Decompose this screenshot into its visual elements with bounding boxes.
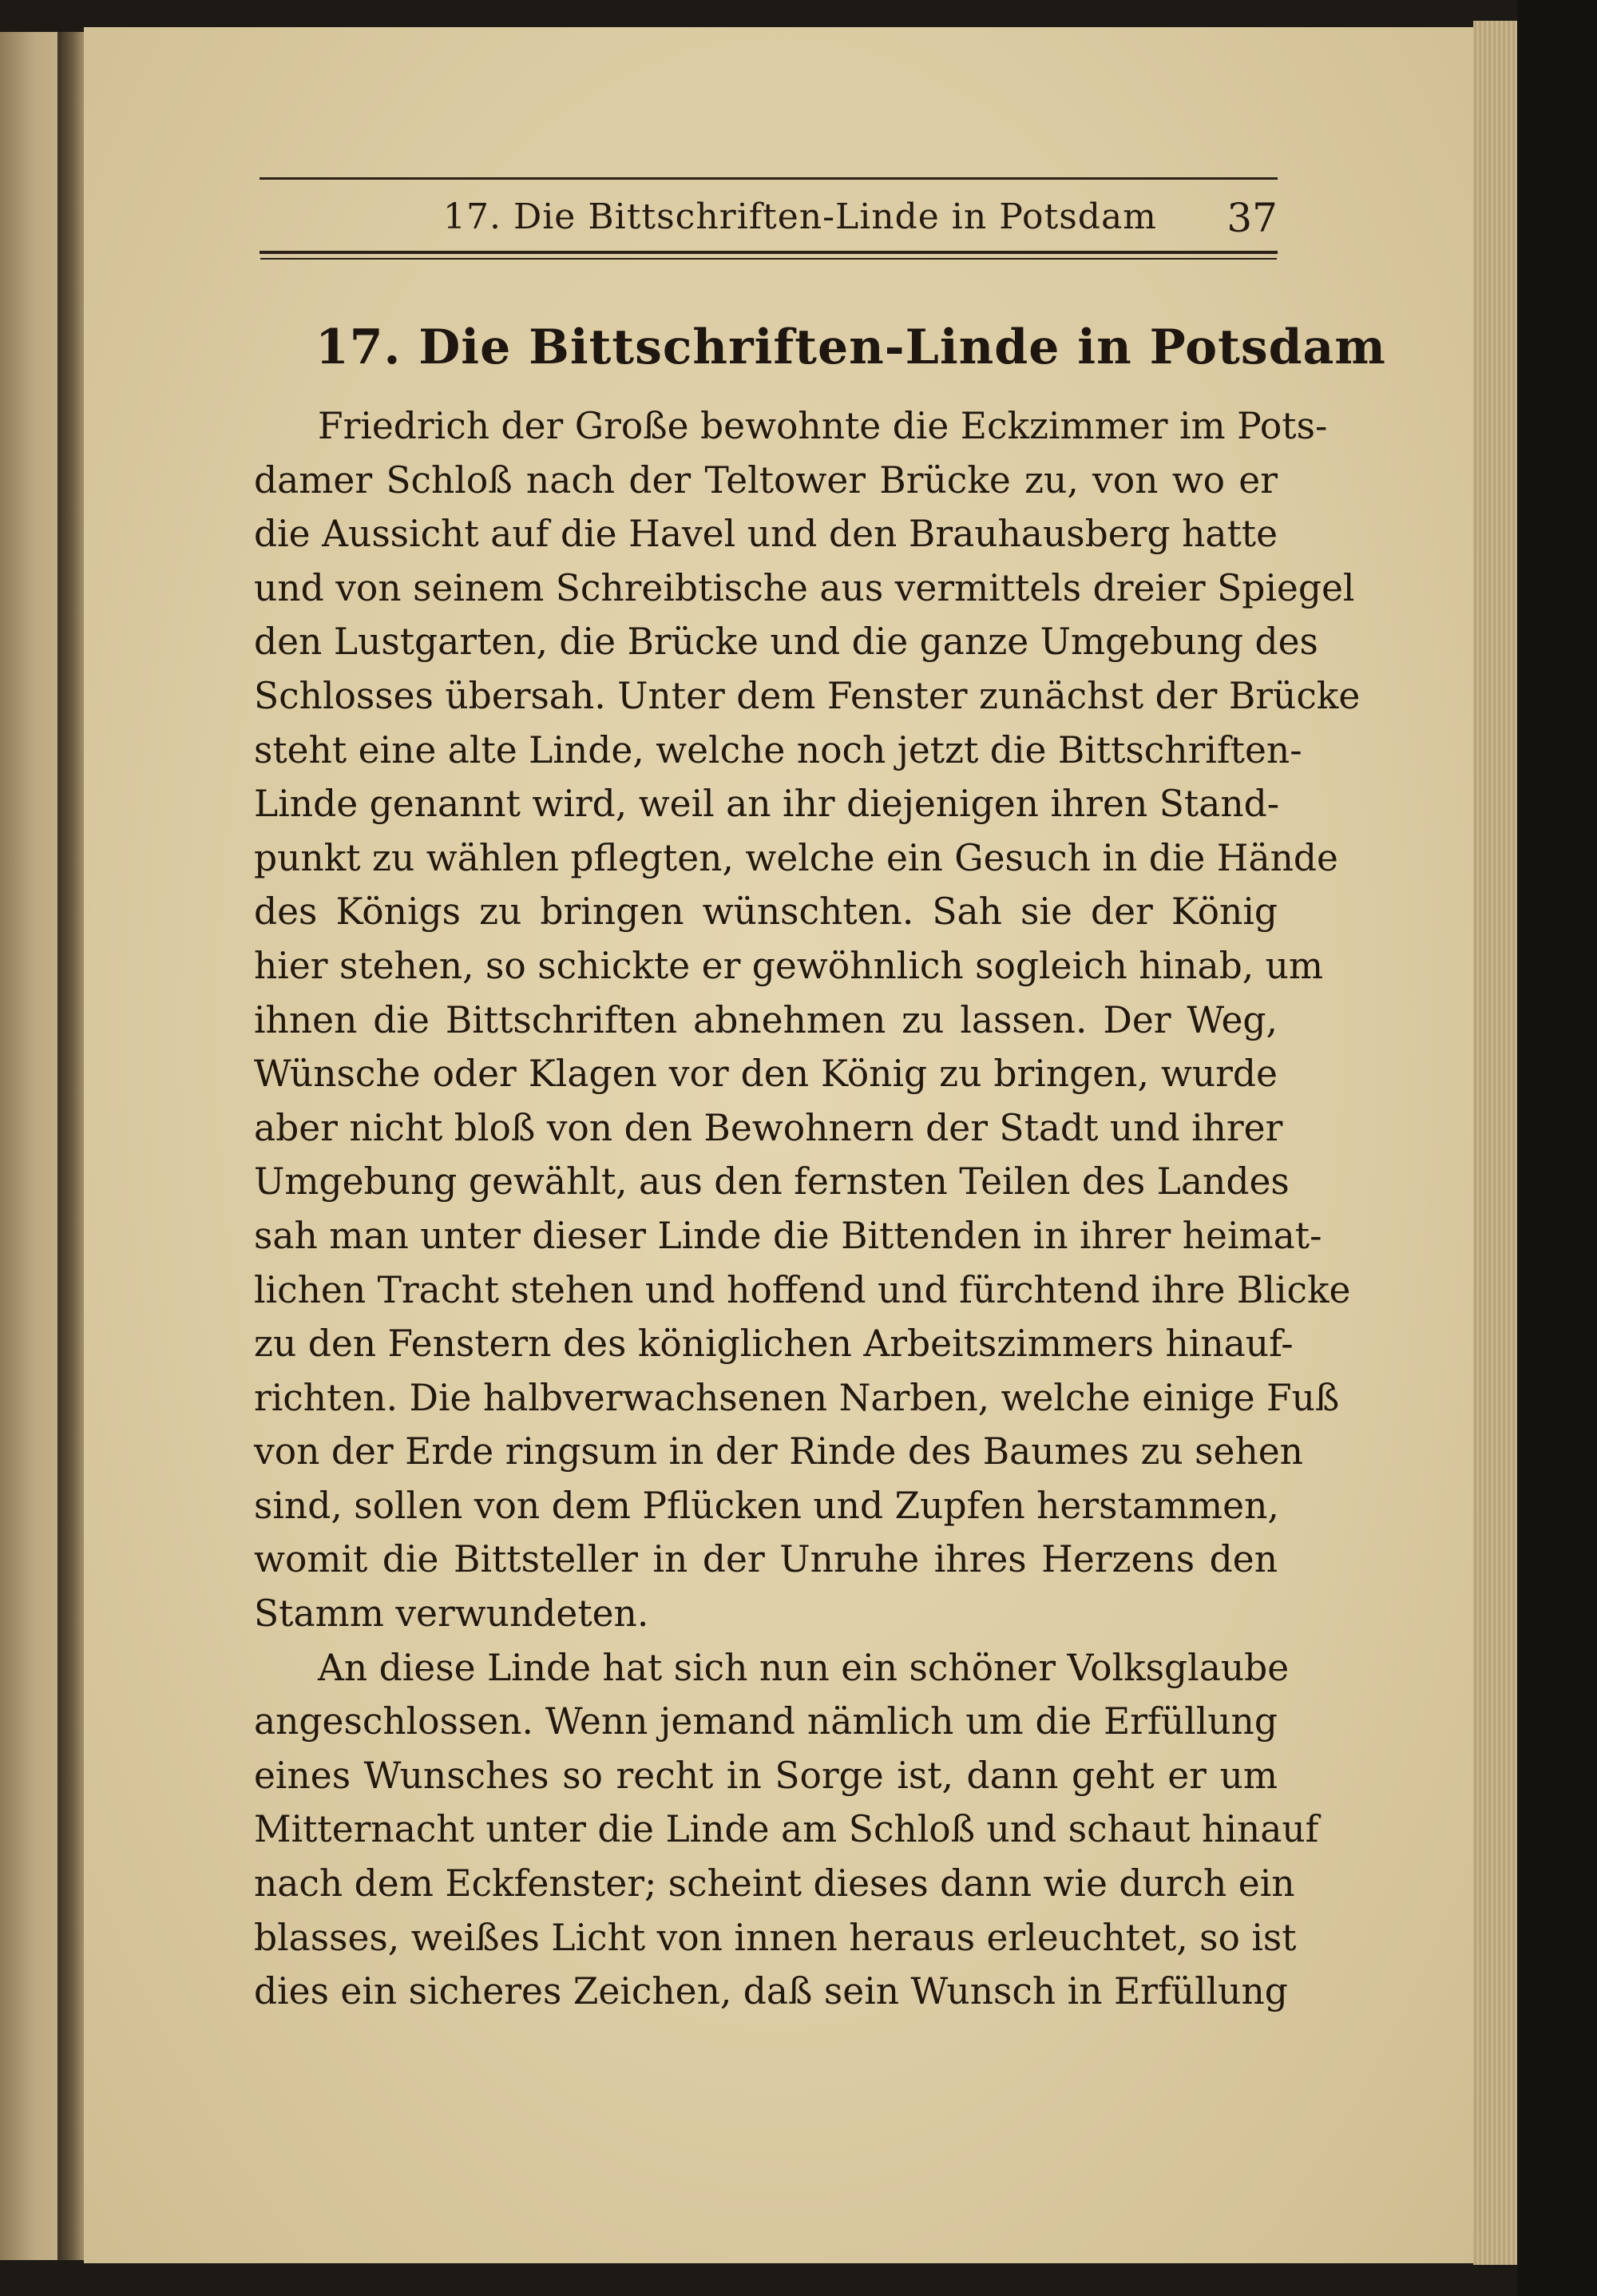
text-line: Umgebung gewählt, aus den fernsten Teilen des Landes xyxy=(254,1160,1290,1204)
text-line: aber nicht bloß von den Bewohnern der Stadt und ihrer xyxy=(254,1106,1283,1149)
chapter-title: 17. Die Bittschriften-Linde in Potsdam xyxy=(315,319,1386,375)
text-line: hier stehen, so schickte er gewöhnlich sogleich hinab, um xyxy=(254,944,1324,987)
text-line: An diese Linde hat sich nun ein schöner Volksglaube xyxy=(318,1646,1290,1689)
text-line: Wünsche oder Klagen vor den König zu bringen, wurde xyxy=(254,1053,1278,1096)
body-text xyxy=(254,399,1361,2019)
text-line: lichen Tracht stehen und hoffend und fürchtend ihre Blicke xyxy=(254,1268,1351,1311)
text-line: richten. Die halbverwachsenen Narben, welche einige Fuß xyxy=(254,1376,1340,1419)
header-rule-top xyxy=(260,177,1278,180)
text-line: ihnen die Bittschriften abnehmen zu lassen. Der Weg, xyxy=(254,998,1278,1041)
text-line: Friedrich der Große bewohnte die Eckzimmer im Pots- xyxy=(318,405,1328,447)
text-line: dies ein sicheres Zeichen, daß sein Wunsch in Erfüllung xyxy=(254,1970,1288,2013)
header-rule-bottom xyxy=(260,251,1278,254)
text-line: des Königs zu bringen wünschten. Sah sie der König xyxy=(254,890,1278,934)
text-line: eines Wunsches so recht in Sorge ist, dann geht er um xyxy=(254,1754,1278,1797)
page-edge-stack xyxy=(1473,21,1517,2265)
text-line: womit die Bittsteller in der Unruhe ihres Herzens den xyxy=(254,1538,1278,1581)
text-line: und von seinem Schreibtische aus vermittels dreier Spiegel xyxy=(254,566,1355,609)
text-line: angeschlossen. Wenn jemand nämlich um die Erfüllung xyxy=(254,1700,1278,1743)
text-line: damer Schloß nach der Teltower Brücke zu, von wo er xyxy=(254,458,1278,502)
text-line: Schlosses übersah. Unter dem Fenster zunächst der Brücke xyxy=(254,674,1361,717)
text-line: punkt zu wählen pflegten, welche ein Gesuch in die Hände xyxy=(254,836,1338,879)
text-line: nach dem Eckfenster; scheint dieses dann wie durch ein xyxy=(254,1862,1295,1905)
text-line: zu den Fenstern des königlichen Arbeitszimmers hinauf- xyxy=(254,1322,1294,1366)
paragraph-1 xyxy=(254,399,1361,1641)
text-line: Stamm verwundeten. xyxy=(254,1592,649,1636)
text-line: den Lustgarten, die Brücke und die ganze Umgebung des xyxy=(254,621,1318,664)
paragraph-2 xyxy=(254,1641,1319,2019)
text-line: die Aussicht auf die Havel und den Brauhausberg hatte xyxy=(254,513,1278,556)
book-cover-edge xyxy=(1517,0,1597,2296)
text-line: Mitternacht unter die Linde am Schloß und schaut hinauf xyxy=(254,1808,1319,1851)
running-title: 17. Die Bittschriften-Linde in Potsdam xyxy=(443,196,1157,237)
running-header xyxy=(260,177,1278,257)
text-line: steht eine alte Linde, welche noch jetzt die Bittschriften- xyxy=(254,728,1302,771)
text-line: blasses, weißes Licht von innen heraus erleuchtet, so ist xyxy=(254,1916,1297,1959)
text-line: sah man unter dieser Linde die Bittenden in ihrer heimat- xyxy=(254,1214,1322,1257)
page-number: 37 xyxy=(1226,195,1278,241)
text-line: Linde genannt wird, weil an ihr diejenigen ihren Stand- xyxy=(254,783,1280,826)
text-line: von der Erde ringsum in der Rinde des Baumes zu sehen xyxy=(254,1430,1303,1473)
text-line: sind, sollen von dem Pflücken und Zupfen herstammen, xyxy=(254,1484,1279,1527)
